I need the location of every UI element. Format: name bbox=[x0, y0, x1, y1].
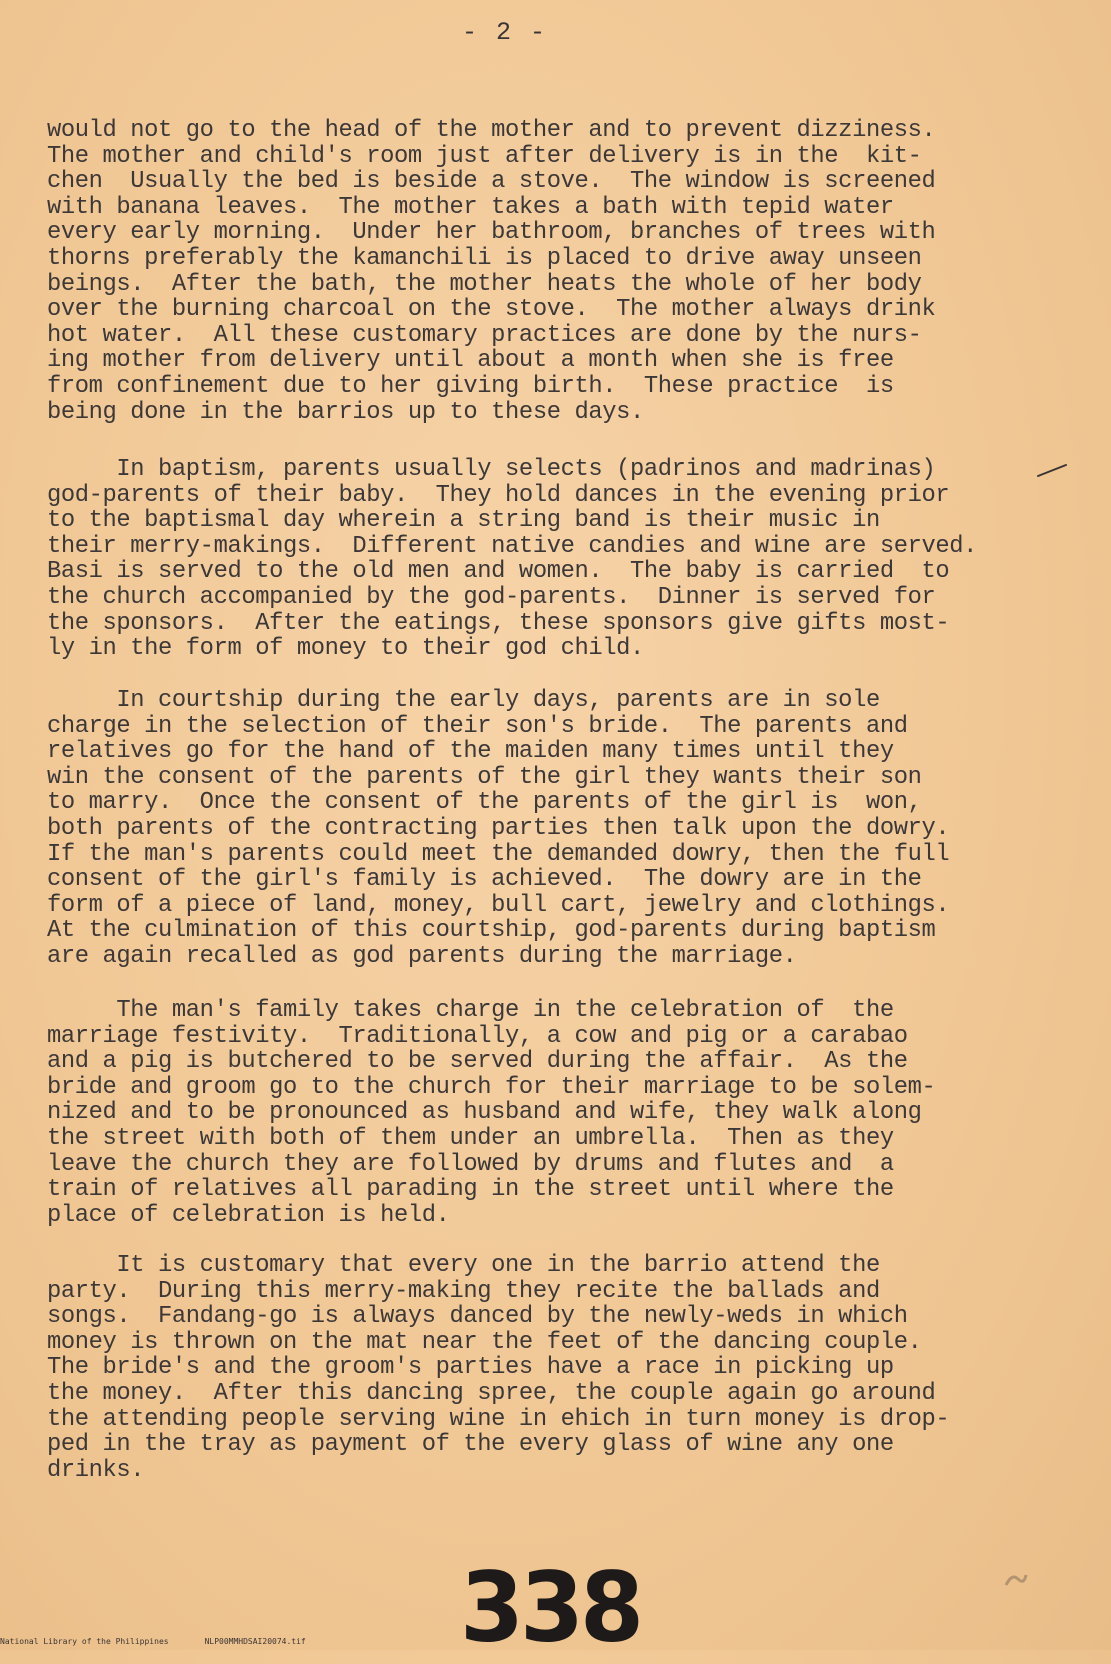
footer-library: National Library of the Philippines bbox=[0, 1637, 169, 1646]
paragraph-courtship: In courtship during the early days, parents are in sole charge in the selection of their son's bride. The parents and relatives go for the hand of the maiden many times until they win the consent of the parents of the girl they wants their son to marry. Once the consent of the parents of the girl is won, both parents of the contracting parties then talk upon the dowry. If the man's parents could meet the demanded dowry, then the full consent of the girl's family is achieved. The dowry are in the form of a piece of land, money, bull cart, jewelry and clothings. At the culmination of this courtship, god-parents during baptism are again recalled as god parents during the marriage. bbox=[47, 687, 950, 970]
paragraph-celebration: It is customary that every one in the barrio attend the party. During this merry-making they recite the ballads and songs. Fandang-go is always danced by the newly-weds in which money is thrown on the mat near the feet of the dancing couple. The bride's and the groom's parties have a race in picking up the money. After this dancing spree, the couple again go around the attending people serving wine in ehich in turn money is drop- ped in the tray as payment of the every glass of wine any one drinks. bbox=[47, 1252, 950, 1484]
paragraph-baptism: In baptism, parents usually selects (padrinos and madrinas) god-parents of their baby. They hold dances in the evening prior to the baptismal day wherein a string band is their music in their merry-makings. Different native candies and wine are served. Basi is served to the old men and women. The baby is carried to the church accompanied by the god-parents. Dinner is served for the sponsors. After the eatings, these sponsors give gifts most- ly in the form of money to their god child. bbox=[47, 456, 977, 663]
page-number: - 2 - bbox=[462, 18, 548, 47]
paragraph-postpartum-customs: would not go to the head of the mother and to prevent dizziness. The mother and child's room just after delivery is in the kit- chen Usually the bed is beside a stove. The window is screened with banana leaves. The mother takes a bath with tepid water every early morning. Under her bathroom, branches of trees with thorns preferably the kamanchili is placed to drive away unseen beings. After the bath, the mother heats the whole of her body over the burning charcoal on the stove. The mother always drink hot water. All these customary practices are done by the nurs- ing mother from delivery until about a month when she is free from confinement due to her giving birth. These practice is being done in the barrios up to these days. bbox=[47, 117, 936, 426]
paragraph-marriage: The man's family takes charge in the celebration of the marriage festivity. Traditionally, a cow and pig or a carabao and a pig is butchered to be served during the affair. As the bride and groom go to the church for their marriage to be solem- nized and to be pronounced as husband and wife, they walk along the street with both of them under an umbrella. Then as they leave the church they are followed by drums and flutes and a train of relatives all parading in the street until where the place of celebration is held. bbox=[47, 997, 936, 1229]
folio-number: 338 bbox=[460, 1551, 641, 1664]
ink-smudge bbox=[1000, 1565, 1030, 1595]
scan-footer bbox=[0, 1637, 1111, 1646]
footer-filename: NLP00MMHDSAI20074.tif bbox=[204, 1637, 306, 1646]
